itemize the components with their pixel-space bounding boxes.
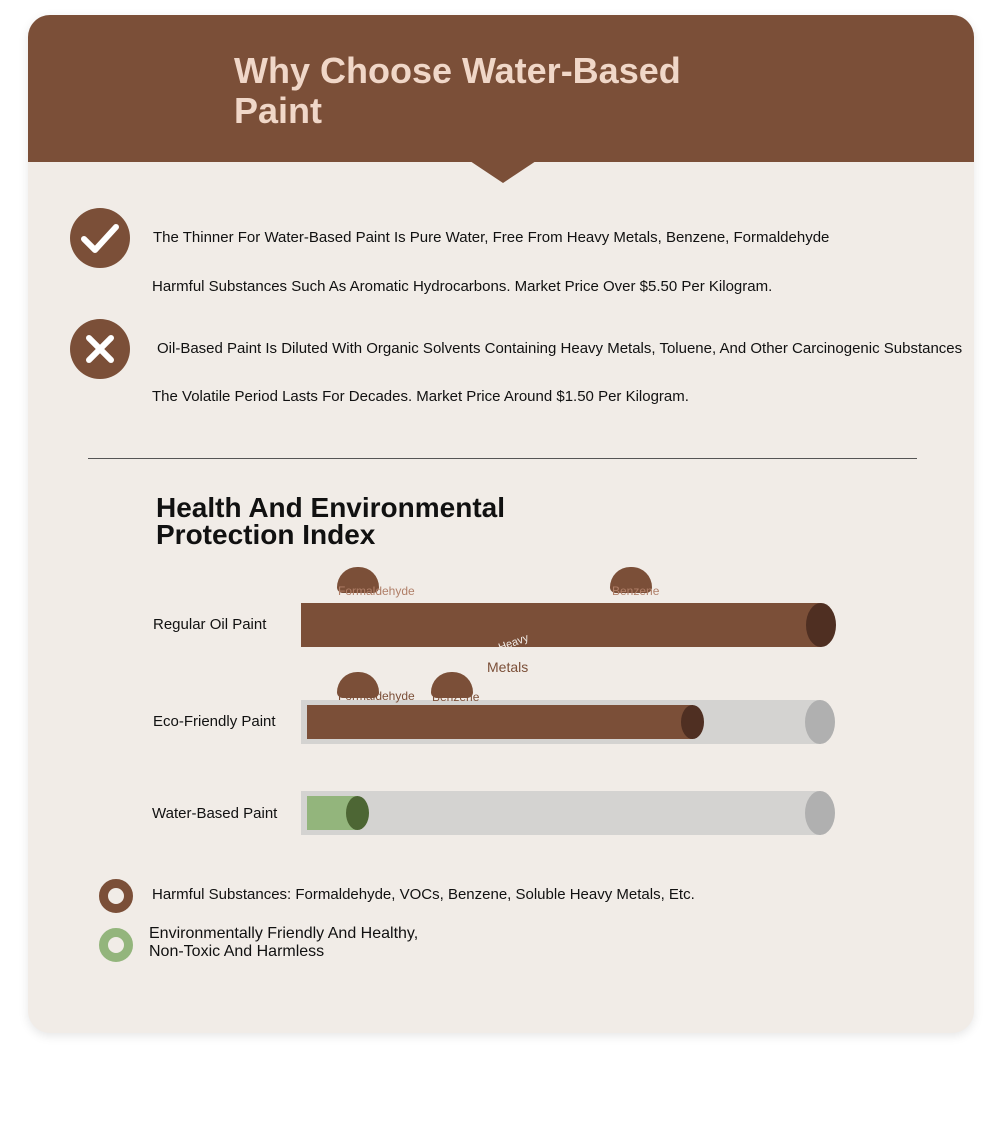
category-label-regular-oil: Regular Oil Paint	[153, 616, 267, 633]
benzene-label-regular-oil: Benzene	[612, 584, 660, 598]
chart-title: Health And Environmental Protection Index	[156, 492, 506, 550]
friendly-legend-line2: Non-Toxic And Harmless	[149, 943, 325, 960]
header-notch	[470, 161, 536, 183]
bar-track-water-based	[301, 791, 821, 835]
page-title: Why Choose Water-Based Paint	[234, 50, 681, 131]
formaldehyde-label-regular-oil: Formaldehyde	[338, 584, 415, 598]
cross-icon	[70, 319, 130, 379]
water-based-desc-line2: Harmful Substances Such As Aromatic Hydrocarbons. Market Price Over $5.50 Per Kilogram.	[152, 278, 773, 295]
harmful-legend-icon	[99, 879, 133, 913]
metals-label: Metals	[487, 659, 529, 675]
bar-regular-oil	[301, 603, 821, 647]
friendly-legend-icon	[99, 928, 133, 962]
header-banner	[28, 15, 974, 162]
benzene-label-eco-friendly: Benzene	[432, 690, 480, 704]
bar-cap-eco-friendly	[681, 705, 704, 739]
bar-cap-regular-oil	[806, 603, 836, 647]
water-based-desc-line1: The Thinner For Water-Based Paint Is Pure Water, Free From Heavy Metals, Benzene, Formaldehyde	[153, 229, 830, 246]
category-label-water-based: Water-Based Paint	[152, 805, 278, 822]
bar-track-cap-water-based	[805, 791, 835, 835]
harmful-legend-text: Harmful Substances: Formaldehyde, VOCs, Benzene, Soluble Heavy Metals, Etc.	[152, 886, 695, 903]
bar-track-cap-eco-friendly	[805, 700, 835, 744]
check-icon	[70, 208, 130, 268]
oil-based-desc-line2: The Volatile Period Lasts For Decades. Market Price Around $1.50 Per Kilogram.	[152, 388, 689, 405]
heavy-label-rotated: Heavy	[496, 632, 531, 654]
infographic-card	[28, 15, 974, 1033]
bar-eco-friendly	[307, 705, 693, 739]
friendly-legend-line1: Environmentally Friendly And Healthy,	[149, 925, 419, 942]
friendly-legend-text	[149, 925, 418, 961]
category-label-eco-friendly: Eco-Friendly Paint	[153, 713, 276, 730]
section-divider	[88, 458, 917, 459]
formaldehyde-label-eco-friendly: Formaldehyde	[338, 689, 415, 703]
oil-based-desc-line1: Oil-Based Paint Is Diluted With Organic Solvents Containing Heavy Metals, Toluene, And Other Carcinogenic Substances	[157, 340, 963, 357]
bar-cap-water-based	[346, 796, 369, 830]
